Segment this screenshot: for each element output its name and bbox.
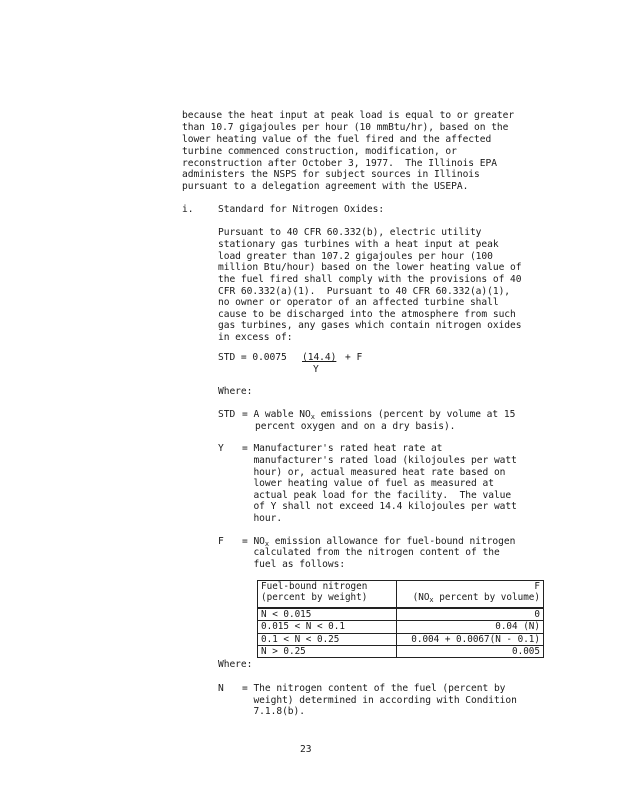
- intro-line: lower heating value of the fuel fired and the affected: [182, 134, 492, 145]
- table-cell: 0.015 < N < 0.1: [258, 621, 397, 633]
- def-f-text: emission allowance for fuel-bound nitrogen: [269, 536, 516, 547]
- header-left-line1: Fuel-bound nitrogen: [261, 581, 368, 592]
- equation-rhs: + F: [345, 352, 363, 363]
- definition-line: weight) determined in according with Condition: [242, 695, 517, 706]
- definition-line: calculated from the nitrogen content of the: [242, 547, 500, 558]
- para-line: CFR 60.332(a)(1). Pursuant to 40 CFR 60.332(a)(1),: [218, 286, 511, 297]
- table-row: [258, 633, 544, 645]
- where-label: Where:: [218, 659, 253, 670]
- table-cell: 0.1 < N < 0.25: [258, 633, 397, 645]
- subscript-x: x: [429, 596, 434, 605]
- subscript-x: x: [310, 413, 315, 421]
- header-right-prefix: (NO: [412, 592, 430, 604]
- intro-line: than 10.7 gigajoules per hour (10 mmBtu/hr), based on the: [182, 122, 509, 133]
- def-std-text-cont: emissions (percent by volume at 15: [314, 409, 516, 420]
- definition-line: fuel as follows:: [242, 559, 346, 570]
- definition-line: percent oxygen and on a dry basis).: [255, 421, 456, 432]
- table-header-cell: [258, 581, 397, 608]
- def-std-prefix: = A: [242, 409, 260, 420]
- page-number: 23: [300, 744, 312, 755]
- definition-line: manufacturer's rated load (kilojoules per watt: [242, 455, 517, 466]
- para-line: in excess of:: [218, 332, 293, 343]
- definition-line: lower heating value of fuel as measured at: [242, 478, 494, 489]
- para-line: cause to be discharged into the atmosphere from such: [218, 309, 516, 320]
- para-line: Pursuant to 40 CFR 60.332(b), electric utility: [218, 227, 482, 238]
- para-line: gas turbines, any gases which contain nitrogen oxides: [218, 320, 522, 331]
- definition-term: STD: [218, 409, 236, 420]
- definition-line: hour.: [242, 513, 283, 524]
- definition-term: F: [218, 536, 224, 547]
- section-number: i.: [182, 204, 194, 215]
- table-header-row: [258, 581, 544, 608]
- table-header-cell: [397, 581, 544, 608]
- table-cell: 0: [397, 608, 544, 621]
- table-cell: N > 0.25: [258, 646, 397, 658]
- header-right-suffix: percent by volume): [433, 592, 540, 604]
- table-cell: N < 0.015: [258, 608, 397, 621]
- table-row: [258, 608, 544, 621]
- intro-line: pursuant to a delegation agreement with the USEPA.: [182, 181, 469, 192]
- header-right-line1: F: [534, 581, 540, 592]
- table-row: [258, 621, 544, 633]
- definition-term: Y: [218, 443, 224, 454]
- intro-line: because the heat input at peak load is equal to or greater: [182, 110, 515, 121]
- equation-numerator: (14.4): [302, 352, 337, 363]
- header-left-line2: (percent by weight): [261, 592, 368, 604]
- para-line: no owner or operator of an affected turbine shall: [218, 297, 499, 308]
- para-line: stationary gas turbines with a heat input at peak: [218, 239, 499, 250]
- subscript-x: x: [264, 540, 270, 548]
- equation-lhs: STD = 0.0075: [218, 352, 287, 363]
- def-std-text: wable NO: [264, 409, 311, 420]
- fuel-nitrogen-table: [257, 580, 544, 658]
- header-right-line2: [400, 592, 540, 606]
- para-line: million Btu/hour) based on the lower heating value of: [218, 262, 522, 273]
- table-cell: 0.004 + 0.0067(N - 0.1): [397, 633, 544, 645]
- where-label: Where:: [218, 386, 253, 397]
- intro-line: turbine commenced construction, modification, or: [182, 146, 457, 157]
- definition-line: = Manufacturer's rated heat rate at: [242, 443, 443, 454]
- table-cell: 0.005: [397, 646, 544, 658]
- definition-line: of Y shall not exceed 14.4 kilojoules per watt: [242, 501, 517, 512]
- definition-line: hour) or, actual measured heat rate based on: [242, 467, 506, 478]
- table-row: [258, 646, 544, 658]
- para-line: the fuel fired shall comply with the provisions of 40: [218, 274, 522, 285]
- para-line: load greater than 107.2 gigajoules per hour (100: [218, 251, 493, 262]
- section-heading: Standard for Nitrogen Oxides:: [218, 204, 385, 215]
- equation-denominator: Y: [313, 364, 319, 375]
- def-f-prefix: = NO: [242, 536, 265, 547]
- definition-line: = The nitrogen content of the fuel (percent by: [242, 683, 506, 694]
- definition-line: actual peak load for the facility. The value: [242, 490, 512, 501]
- intro-line: administers the NSPS for subject sources in Illinois: [182, 169, 480, 180]
- intro-line: reconstruction after October 3, 1977. The Illinois EPA: [182, 158, 497, 169]
- definition-line: 7.1.8(b).: [242, 706, 305, 717]
- definition-term: N: [218, 683, 224, 694]
- table-cell: 0.04 (N): [397, 621, 544, 633]
